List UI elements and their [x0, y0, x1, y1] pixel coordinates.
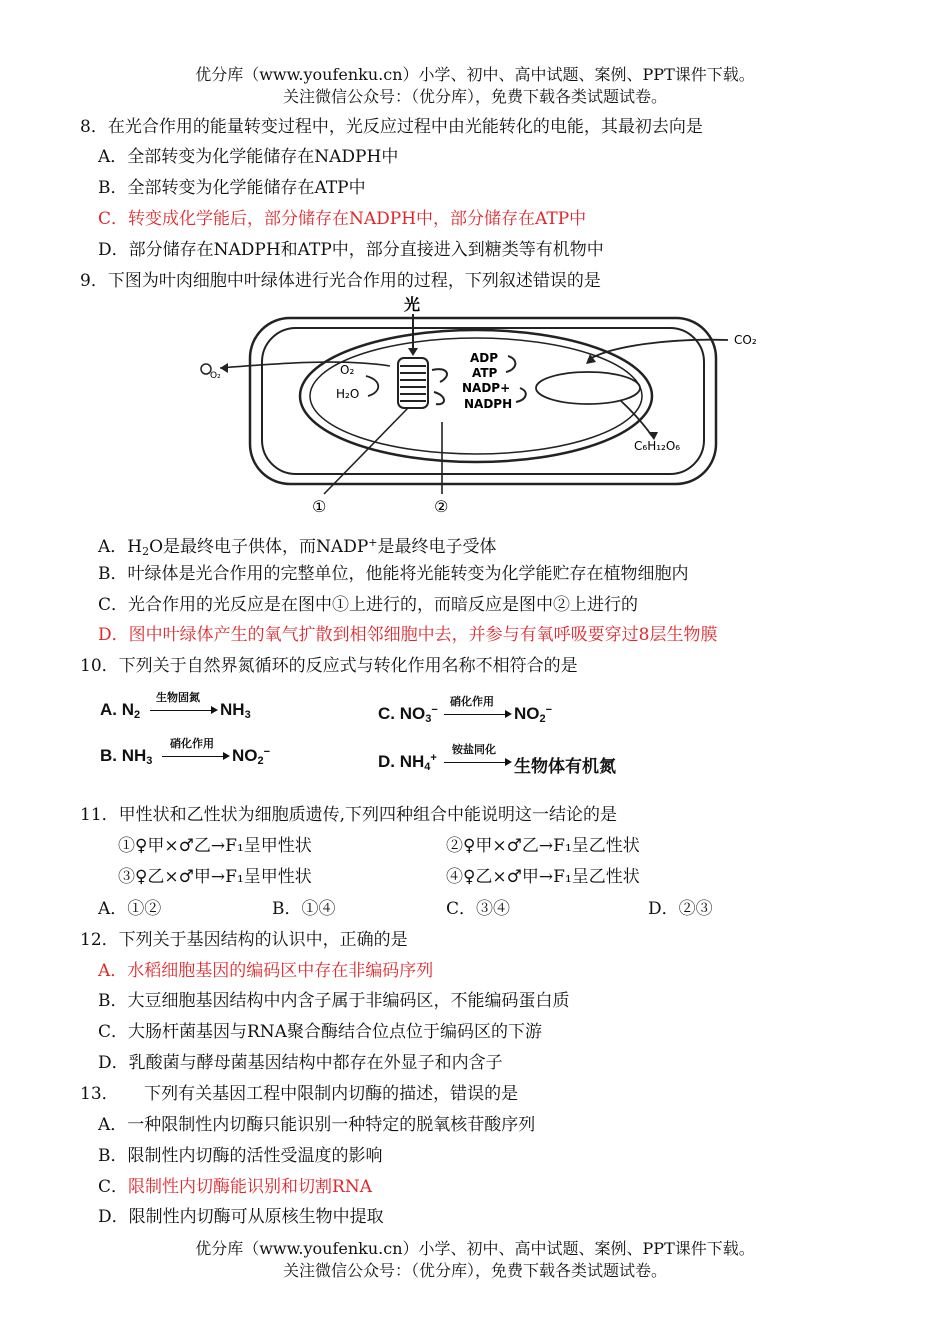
q13-option-c: C．限制性内切酶能识别和切割RNA — [98, 1177, 372, 1197]
nadph-label: NADPH — [464, 397, 513, 411]
q11-combo-2: ②♀甲×♂乙→F₁呈乙性状 — [446, 836, 640, 856]
label-2: ② — [434, 497, 449, 516]
footer-line-2: 关注微信公众号：（优分库），免费下载各类试题试卷。 — [282, 1261, 667, 1280]
q11-option-c: C．③④ — [446, 899, 511, 919]
q13-option-d: D．限制性内切酶可从原核生物中提取 — [98, 1207, 384, 1227]
q12-option-b: B．大豆细胞基因结构中内含子属于非编码区，不能编码蛋白质 — [98, 991, 570, 1011]
co2-arrow — [588, 340, 728, 360]
calvin-cycle — [536, 372, 640, 404]
q13-option-b: B．限制性内切酶的活性受温度的影响 — [98, 1146, 383, 1166]
q8-option-a: A．全部转变为化学能储存在NADPH中 — [98, 147, 399, 167]
light-label: 光 — [404, 296, 421, 314]
adp-label: ADP — [470, 351, 499, 365]
label-1: ① — [312, 497, 327, 516]
co2-label: CO₂ — [734, 333, 757, 347]
q10-a-product: $NH_3$ — [220, 700, 251, 721]
q12-option-a: A．水稻细胞基因的编码区中存在非编码序列 — [98, 961, 434, 981]
footer-line-1: 优分库（www.youfenku.cn）小学、初中、高中试题、案例、PPT课件下载。 — [195, 1239, 755, 1258]
grana-stack — [398, 358, 428, 408]
q10-b-product: $NO_2^-$ — [232, 746, 271, 767]
header-line-2: 关注微信公众号：（优分库），免费下载各类试题试卷。 — [282, 87, 667, 106]
q12-stem: 12．下列关于基因结构的认识中，正确的是 — [80, 930, 408, 950]
q8-option-d: D．部分储存在NADPH和ATP中，部分直接进入到糖类等有机物中 — [98, 240, 604, 260]
pointer-1 — [324, 408, 408, 494]
q10-option-d: D. $NH_4^+$ — [378, 752, 437, 773]
chloroplast-diagram — [190, 296, 770, 518]
q10-option-b: B. $NH_3$ — [100, 746, 153, 767]
adp-return-arrow — [506, 356, 515, 372]
q10-b-label: 硝化作用 — [170, 737, 214, 750]
q8-option-b: B．全部转变为化学能储存在ATP中 — [98, 178, 366, 198]
nadp-return-arrow — [516, 388, 526, 402]
nadp-label: NADP+ — [462, 381, 511, 395]
q9-option-c: C．光合作用的光反应是在图中①上进行的，而暗反应是图中②上进行的 — [98, 595, 639, 615]
header-line-1: 优分库（www.youfenku.cn）小学、初中、高中试题、案例、PPT课件下载。 — [195, 65, 755, 84]
q12-option-c: C．大肠杆菌基因与RNA聚合酶结合位点位于编码区的下游 — [98, 1022, 542, 1042]
nadph-cycle-arrow — [434, 392, 444, 404]
q10-c-label: 硝化作用 — [450, 695, 494, 708]
q13-option-a: A．一种限制性内切酶只能识别一种特定的脱氧核苷酸序列 — [98, 1115, 536, 1135]
atp-label: ATP — [472, 366, 498, 380]
q10-c-product: $NO_2^-$ — [514, 704, 553, 725]
q9-option-a: A．$H_2O$是最终电子供体，而NADP+是最终电子受体 — [98, 536, 497, 558]
q9-stem: 9．下图为叶肉细胞中叶绿体进行光合作用的过程，下列叙述错误的是 — [80, 271, 601, 291]
q10-d-product: 生物体有机氮 — [514, 757, 616, 776]
q10-a-arrow — [150, 710, 216, 711]
q10-a-label: 生物固氮 — [156, 691, 200, 704]
h2o-label: H₂O — [336, 387, 360, 401]
q10-c-arrow — [444, 714, 510, 715]
q10-stem: 10．下列关于自然界氮循环的反应式与转化作用名称不相符合的是 — [80, 656, 578, 676]
glucose-label: C₆H₁₂O₆ — [634, 439, 681, 453]
q10-b-arrow — [162, 756, 228, 757]
q11-option-a: A．①② — [98, 899, 162, 919]
q12-option-d: D．乳酸菌与酵母菌基因结构中都存在外显子和内含子 — [98, 1053, 503, 1073]
o2-label: O₂ — [340, 363, 355, 377]
o2-out-arrow — [220, 362, 390, 368]
q11-combo-4: ④♀乙×♂甲→F₁呈乙性状 — [446, 867, 640, 887]
q11-option-d: D．②③ — [648, 899, 713, 919]
q11-stem: 11．甲性状和乙性状为细胞质遗传,下列四种组合中能说明这一结论的是 — [80, 805, 618, 825]
q10-d-label: 铵盐同化 — [452, 743, 496, 756]
q13-stem: 13． 下列有关基因工程中限制内切酶的描述，错误的是 — [80, 1084, 519, 1104]
q10-option-c: C. $NO_3^-$ — [378, 704, 438, 725]
q9-option-d: D．图中叶绿体产生的氧气扩散到相邻细胞中去，并参与有氧呼吸要穿过8层生物膜 — [98, 625, 718, 645]
q10-option-a: A. $N_2$ — [100, 700, 141, 721]
water-split-arrow — [366, 376, 378, 396]
q11-combo-1: ①♀甲×♂乙→F₁呈甲性状 — [118, 836, 312, 856]
atp-cycle-arrow — [432, 369, 447, 382]
o2-out-label: O₂ — [210, 371, 221, 381]
q8-stem: 8．在光合作用的能量转变过程中，光反应过程中由光能转化的电能，其最初去向是 — [80, 117, 703, 137]
q11-combo-3: ③♀乙×♂甲→F₁呈甲性状 — [118, 867, 312, 887]
q11-option-b: B．①④ — [272, 899, 336, 919]
q9-option-b: B．叶绿体是光合作用的完整单位，他能将光能转变为化学能贮存在植物细胞内 — [98, 564, 689, 584]
q8-option-c: C．转变成化学能后，部分储存在NADPH中，部分储存在ATP中 — [98, 209, 587, 229]
q10-d-arrow — [444, 762, 510, 763]
